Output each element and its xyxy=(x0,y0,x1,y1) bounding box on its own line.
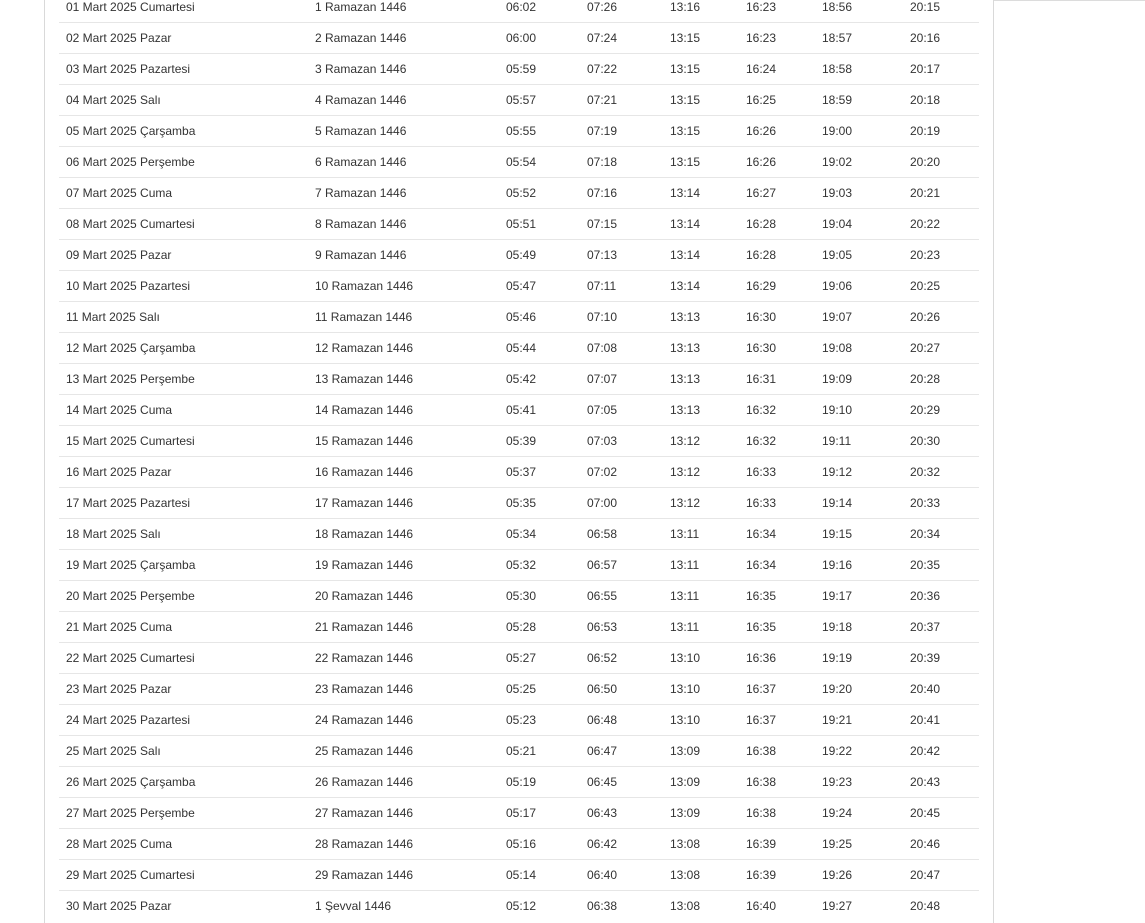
aksam-time-cell: 19:07 xyxy=(822,310,853,324)
gunes-time-cell: 06:47 xyxy=(587,744,618,758)
yatsi-time-cell: 20:16 xyxy=(910,31,941,45)
table-row xyxy=(59,240,979,271)
ogle-time-cell: 13:16 xyxy=(670,0,701,14)
gunes-time-cell: 07:10 xyxy=(587,310,618,324)
hijri-date-cell: 16 Ramazan 1446 xyxy=(315,465,414,479)
ogle-time-cell: 13:09 xyxy=(670,775,701,789)
yatsi-time-cell: 20:22 xyxy=(910,217,941,231)
gunes-time-cell: 07:11 xyxy=(587,279,617,293)
gunes-time-cell: 07:18 xyxy=(587,155,618,169)
ogle-time-cell: 13:08 xyxy=(670,899,701,913)
gunes-time-cell: 07:21 xyxy=(587,93,618,107)
table-row xyxy=(59,736,979,767)
ikindi-time-cell: 16:34 xyxy=(746,558,777,572)
imsak-time-cell: 05:28 xyxy=(506,620,537,634)
yatsi-time-cell: 20:46 xyxy=(910,837,941,851)
hijri-date-cell: 23 Ramazan 1446 xyxy=(315,682,414,696)
date-cell: 03 Mart 2025 Pazartesi xyxy=(66,62,191,76)
yatsi-time-cell: 20:43 xyxy=(910,775,941,789)
table-row xyxy=(59,643,979,674)
ikindi-time-cell: 16:35 xyxy=(746,620,777,634)
top-divider xyxy=(993,0,1145,1)
gunes-time-cell: 06:58 xyxy=(587,527,618,541)
table-row xyxy=(59,891,979,921)
hijri-date-cell: 6 Ramazan 1446 xyxy=(315,155,407,169)
imsak-time-cell: 05:27 xyxy=(506,651,537,665)
aksam-time-cell: 19:24 xyxy=(822,806,853,820)
imsak-time-cell: 05:19 xyxy=(506,775,537,789)
date-cell: 05 Mart 2025 Çarşamba xyxy=(66,124,196,138)
table-row xyxy=(59,581,979,612)
date-cell: 11 Mart 2025 Salı xyxy=(66,310,160,324)
aksam-time-cell: 19:11 xyxy=(822,434,852,448)
aksam-time-cell: 18:58 xyxy=(822,62,853,76)
hijri-date-cell: 14 Ramazan 1446 xyxy=(315,403,414,417)
hijri-date-cell: 29 Ramazan 1446 xyxy=(315,868,414,882)
hijri-date-cell: 1 Ramazan 1446 xyxy=(315,0,407,14)
gunes-time-cell: 07:07 xyxy=(587,372,618,386)
date-cell: 30 Mart 2025 Pazar xyxy=(66,899,172,913)
ikindi-time-cell: 16:38 xyxy=(746,744,777,758)
imsak-time-cell: 06:02 xyxy=(506,0,537,14)
ikindi-time-cell: 16:33 xyxy=(746,465,777,479)
ogle-time-cell: 13:11 xyxy=(670,527,700,541)
table-row xyxy=(59,147,979,178)
ikindi-time-cell: 16:34 xyxy=(746,527,777,541)
ikindi-time-cell: 16:26 xyxy=(746,124,777,138)
ogle-time-cell: 13:14 xyxy=(670,279,701,293)
gunes-time-cell: 07:26 xyxy=(587,0,618,14)
yatsi-time-cell: 20:34 xyxy=(910,527,941,541)
ikindi-time-cell: 16:30 xyxy=(746,341,777,355)
aksam-time-cell: 19:10 xyxy=(822,403,853,417)
aksam-time-cell: 19:12 xyxy=(822,465,853,479)
date-cell: 06 Mart 2025 Perşembe xyxy=(66,155,195,169)
hijri-date-cell: 28 Ramazan 1446 xyxy=(315,837,414,851)
date-cell: 04 Mart 2025 Salı xyxy=(66,93,161,107)
imsak-time-cell: 05:41 xyxy=(506,403,537,417)
imsak-time-cell: 05:34 xyxy=(506,527,537,541)
ikindi-time-cell: 16:28 xyxy=(746,217,777,231)
date-cell: 22 Mart 2025 Cumartesi xyxy=(66,651,195,665)
gunes-time-cell: 07:15 xyxy=(587,217,618,231)
hijri-date-cell: 18 Ramazan 1446 xyxy=(315,527,414,541)
hijri-date-cell: 11 Ramazan 1446 xyxy=(315,310,413,324)
imsak-time-cell: 05:16 xyxy=(506,837,537,851)
date-cell: 18 Mart 2025 Salı xyxy=(66,527,161,541)
hijri-date-cell: 24 Ramazan 1446 xyxy=(315,713,414,727)
yatsi-time-cell: 20:47 xyxy=(910,868,941,882)
ogle-time-cell: 13:13 xyxy=(670,403,701,417)
aksam-time-cell: 19:20 xyxy=(822,682,853,696)
ogle-time-cell: 13:08 xyxy=(670,868,701,882)
table-row xyxy=(59,23,979,54)
yatsi-time-cell: 20:23 xyxy=(910,248,941,262)
imsak-time-cell: 05:32 xyxy=(506,558,537,572)
hijri-date-cell: 17 Ramazan 1446 xyxy=(315,496,414,510)
ikindi-time-cell: 16:38 xyxy=(746,806,777,820)
aksam-time-cell: 19:14 xyxy=(822,496,853,510)
gunes-time-cell: 07:08 xyxy=(587,341,618,355)
yatsi-time-cell: 20:35 xyxy=(910,558,941,572)
imsak-time-cell: 05:44 xyxy=(506,341,537,355)
imsak-time-cell: 05:47 xyxy=(506,279,537,293)
table-row xyxy=(59,519,979,550)
imsak-time-cell: 05:42 xyxy=(506,372,537,386)
imsak-time-cell: 05:30 xyxy=(506,589,537,603)
date-cell: 23 Mart 2025 Pazar xyxy=(66,682,172,696)
ikindi-time-cell: 16:30 xyxy=(746,310,777,324)
gunes-time-cell: 07:02 xyxy=(587,465,618,479)
hijri-date-cell: 4 Ramazan 1446 xyxy=(315,93,407,107)
yatsi-time-cell: 20:40 xyxy=(910,682,941,696)
hijri-date-cell: 20 Ramazan 1446 xyxy=(315,589,414,603)
ikindi-time-cell: 16:24 xyxy=(746,62,777,76)
hijri-date-cell: 12 Ramazan 1446 xyxy=(315,341,414,355)
ogle-time-cell: 13:12 xyxy=(670,465,701,479)
yatsi-time-cell: 20:27 xyxy=(910,341,941,355)
table-row xyxy=(59,85,979,116)
table-row xyxy=(59,612,979,643)
ogle-time-cell: 13:09 xyxy=(670,806,701,820)
yatsi-time-cell: 20:36 xyxy=(910,589,941,603)
date-cell: 29 Mart 2025 Cumartesi xyxy=(66,868,195,882)
imsak-time-cell: 05:46 xyxy=(506,310,537,324)
ogle-time-cell: 13:13 xyxy=(670,310,701,324)
ikindi-time-cell: 16:32 xyxy=(746,434,777,448)
yatsi-time-cell: 20:48 xyxy=(910,899,941,913)
table-row xyxy=(59,488,979,519)
table-row xyxy=(59,364,979,395)
ikindi-time-cell: 16:37 xyxy=(746,713,777,727)
imsak-time-cell: 05:49 xyxy=(506,248,537,262)
hijri-date-cell: 19 Ramazan 1446 xyxy=(315,558,414,572)
ogle-time-cell: 13:10 xyxy=(670,651,701,665)
hijri-date-cell: 8 Ramazan 1446 xyxy=(315,217,407,231)
ogle-time-cell: 13:14 xyxy=(670,186,701,200)
imsak-time-cell: 05:54 xyxy=(506,155,537,169)
ogle-time-cell: 13:09 xyxy=(670,744,701,758)
ikindi-time-cell: 16:39 xyxy=(746,837,777,851)
gunes-time-cell: 06:53 xyxy=(587,620,618,634)
aksam-time-cell: 19:22 xyxy=(822,744,853,758)
aksam-time-cell: 19:04 xyxy=(822,217,853,231)
date-cell: 28 Mart 2025 Cuma xyxy=(66,837,173,851)
yatsi-time-cell: 20:39 xyxy=(910,651,941,665)
hijri-date-cell: 7 Ramazan 1446 xyxy=(315,186,407,200)
hijri-date-cell: 2 Ramazan 1446 xyxy=(315,31,407,45)
ikindi-time-cell: 16:39 xyxy=(746,868,777,882)
date-cell: 19 Mart 2025 Çarşamba xyxy=(66,558,196,572)
date-cell: 16 Mart 2025 Pazar xyxy=(66,465,172,479)
date-cell: 17 Mart 2025 Pazartesi xyxy=(66,496,191,510)
date-cell: 15 Mart 2025 Cumartesi xyxy=(66,434,195,448)
yatsi-time-cell: 20:20 xyxy=(910,155,941,169)
gunes-time-cell: 07:13 xyxy=(587,248,618,262)
gunes-time-cell: 07:19 xyxy=(587,124,618,138)
ikindi-time-cell: 16:28 xyxy=(746,248,777,262)
date-cell: 13 Mart 2025 Perşembe xyxy=(66,372,195,386)
content-panel xyxy=(44,0,994,923)
yatsi-time-cell: 20:19 xyxy=(910,124,941,138)
date-cell: 26 Mart 2025 Çarşamba xyxy=(66,775,196,789)
imsak-time-cell: 05:23 xyxy=(506,713,537,727)
aksam-time-cell: 19:23 xyxy=(822,775,853,789)
table-row xyxy=(59,798,979,829)
date-cell: 10 Mart 2025 Pazartesi xyxy=(66,279,191,293)
table-row xyxy=(59,333,979,364)
gunes-time-cell: 07:05 xyxy=(587,403,618,417)
table-row xyxy=(59,457,979,488)
imsak-time-cell: 05:51 xyxy=(506,217,537,231)
imsak-time-cell: 05:25 xyxy=(506,682,537,696)
table-row xyxy=(59,395,979,426)
gunes-time-cell: 07:22 xyxy=(587,62,618,76)
ogle-time-cell: 13:13 xyxy=(670,372,701,386)
ikindi-time-cell: 16:32 xyxy=(746,403,777,417)
yatsi-time-cell: 20:17 xyxy=(910,62,941,76)
table-row xyxy=(59,426,979,457)
aksam-time-cell: 19:16 xyxy=(822,558,853,572)
date-cell: 27 Mart 2025 Perşembe xyxy=(66,806,195,820)
aksam-time-cell: 19:19 xyxy=(822,651,853,665)
aksam-time-cell: 19:25 xyxy=(822,837,853,851)
aksam-time-cell: 18:56 xyxy=(822,0,853,14)
imsak-time-cell: 05:21 xyxy=(506,744,537,758)
yatsi-time-cell: 20:41 xyxy=(910,713,941,727)
aksam-time-cell: 19:05 xyxy=(822,248,853,262)
gunes-time-cell: 06:50 xyxy=(587,682,618,696)
ogle-time-cell: 13:11 xyxy=(670,589,700,603)
aksam-time-cell: 19:03 xyxy=(822,186,853,200)
hijri-date-cell: 3 Ramazan 1446 xyxy=(315,62,407,76)
ikindi-time-cell: 16:35 xyxy=(746,589,777,603)
imsak-time-cell: 05:17 xyxy=(506,806,537,820)
yatsi-time-cell: 20:45 xyxy=(910,806,941,820)
ogle-time-cell: 13:15 xyxy=(670,62,701,76)
imsak-time-cell: 05:14 xyxy=(506,868,537,882)
date-cell: 02 Mart 2025 Pazar xyxy=(66,31,172,45)
ogle-time-cell: 13:15 xyxy=(670,124,701,138)
hijri-date-cell: 27 Ramazan 1446 xyxy=(315,806,414,820)
yatsi-time-cell: 20:32 xyxy=(910,465,941,479)
ogle-time-cell: 13:10 xyxy=(670,682,701,696)
ikindi-time-cell: 16:38 xyxy=(746,775,777,789)
table-row xyxy=(59,0,979,23)
ogle-time-cell: 13:11 xyxy=(670,620,700,634)
gunes-time-cell: 07:00 xyxy=(587,496,618,510)
aksam-time-cell: 19:26 xyxy=(822,868,853,882)
date-cell: 25 Mart 2025 Salı xyxy=(66,744,161,758)
imsak-time-cell: 05:37 xyxy=(506,465,537,479)
date-cell: 14 Mart 2025 Cuma xyxy=(66,403,173,417)
gunes-time-cell: 06:43 xyxy=(587,806,618,820)
gunes-time-cell: 07:16 xyxy=(587,186,618,200)
ikindi-time-cell: 16:23 xyxy=(746,0,777,14)
imsak-time-cell: 05:55 xyxy=(506,124,537,138)
prayer-times-table xyxy=(59,0,979,921)
yatsi-time-cell: 20:15 xyxy=(910,0,941,14)
aksam-time-cell: 19:09 xyxy=(822,372,853,386)
table-row xyxy=(59,302,979,333)
hijri-date-cell: 26 Ramazan 1446 xyxy=(315,775,414,789)
gunes-time-cell: 06:48 xyxy=(587,713,618,727)
aksam-time-cell: 18:59 xyxy=(822,93,853,107)
gunes-time-cell: 06:42 xyxy=(587,837,618,851)
yatsi-time-cell: 20:30 xyxy=(910,434,941,448)
hijri-date-cell: 15 Ramazan 1446 xyxy=(315,434,414,448)
date-cell: 01 Mart 2025 Cumartesi xyxy=(66,0,195,14)
gunes-time-cell: 07:03 xyxy=(587,434,618,448)
date-cell: 24 Mart 2025 Pazartesi xyxy=(66,713,191,727)
hijri-date-cell: 22 Ramazan 1446 xyxy=(315,651,414,665)
ogle-time-cell: 13:14 xyxy=(670,217,701,231)
ogle-time-cell: 13:12 xyxy=(670,496,701,510)
hijri-date-cell: 21 Ramazan 1446 xyxy=(315,620,414,634)
table-row xyxy=(59,54,979,85)
table-row xyxy=(59,178,979,209)
imsak-time-cell: 05:35 xyxy=(506,496,537,510)
imsak-time-cell: 05:52 xyxy=(506,186,537,200)
gunes-time-cell: 06:57 xyxy=(587,558,618,572)
yatsi-time-cell: 20:26 xyxy=(910,310,941,324)
table-row xyxy=(59,550,979,581)
ikindi-time-cell: 16:26 xyxy=(746,155,777,169)
ikindi-time-cell: 16:27 xyxy=(746,186,777,200)
ikindi-time-cell: 16:33 xyxy=(746,496,777,510)
yatsi-time-cell: 20:33 xyxy=(910,496,941,510)
ogle-time-cell: 13:08 xyxy=(670,837,701,851)
ikindi-time-cell: 16:29 xyxy=(746,279,777,293)
ogle-time-cell: 13:13 xyxy=(670,341,701,355)
imsak-time-cell: 05:39 xyxy=(506,434,537,448)
table-row xyxy=(59,116,979,147)
aksam-time-cell: 19:18 xyxy=(822,620,853,634)
ikindi-time-cell: 16:31 xyxy=(746,372,777,386)
ogle-time-cell: 13:15 xyxy=(670,31,701,45)
ikindi-time-cell: 16:23 xyxy=(746,31,777,45)
table-row xyxy=(59,209,979,240)
aksam-time-cell: 19:27 xyxy=(822,899,853,913)
gunes-time-cell: 06:55 xyxy=(587,589,618,603)
gunes-time-cell: 06:45 xyxy=(587,775,618,789)
imsak-time-cell: 05:57 xyxy=(506,93,537,107)
table-row xyxy=(59,767,979,798)
aksam-time-cell: 19:00 xyxy=(822,124,853,138)
imsak-time-cell: 05:59 xyxy=(506,62,537,76)
gunes-time-cell: 07:24 xyxy=(587,31,618,45)
hijri-date-cell: 1 Şevval 1446 xyxy=(315,899,392,913)
yatsi-time-cell: 20:25 xyxy=(910,279,941,293)
table-row xyxy=(59,829,979,860)
yatsi-time-cell: 20:21 xyxy=(910,186,941,200)
hijri-date-cell: 25 Ramazan 1446 xyxy=(315,744,414,758)
yatsi-time-cell: 20:18 xyxy=(910,93,941,107)
gunes-time-cell: 06:38 xyxy=(587,899,618,913)
imsak-time-cell: 05:12 xyxy=(506,899,537,913)
table-row xyxy=(59,271,979,302)
yatsi-time-cell: 20:37 xyxy=(910,620,941,634)
aksam-time-cell: 19:21 xyxy=(822,713,853,727)
gunes-time-cell: 06:40 xyxy=(587,868,618,882)
aksam-time-cell: 19:17 xyxy=(822,589,853,603)
aksam-time-cell: 19:15 xyxy=(822,527,853,541)
hijri-date-cell: 5 Ramazan 1446 xyxy=(315,124,407,138)
ikindi-time-cell: 16:40 xyxy=(746,899,777,913)
date-cell: 08 Mart 2025 Cumartesi xyxy=(66,217,195,231)
table-row xyxy=(59,674,979,705)
ogle-time-cell: 13:12 xyxy=(670,434,701,448)
yatsi-time-cell: 20:42 xyxy=(910,744,941,758)
yatsi-time-cell: 20:28 xyxy=(910,372,941,386)
hijri-date-cell: 10 Ramazan 1446 xyxy=(315,279,414,293)
hijri-date-cell: 9 Ramazan 1446 xyxy=(315,248,407,262)
date-cell: 09 Mart 2025 Pazar xyxy=(66,248,172,262)
hijri-date-cell: 13 Ramazan 1446 xyxy=(315,372,414,386)
date-cell: 20 Mart 2025 Perşembe xyxy=(66,589,195,603)
date-cell: 12 Mart 2025 Çarşamba xyxy=(66,341,196,355)
aksam-time-cell: 19:08 xyxy=(822,341,853,355)
ogle-time-cell: 13:10 xyxy=(670,713,701,727)
aksam-time-cell: 19:06 xyxy=(822,279,853,293)
table-row xyxy=(59,860,979,891)
yatsi-time-cell: 20:29 xyxy=(910,403,941,417)
date-cell: 07 Mart 2025 Cuma xyxy=(66,186,173,200)
ogle-time-cell: 13:15 xyxy=(670,155,701,169)
aksam-time-cell: 19:02 xyxy=(822,155,853,169)
table-row xyxy=(59,705,979,736)
ogle-time-cell: 13:11 xyxy=(670,558,700,572)
ikindi-time-cell: 16:25 xyxy=(746,93,777,107)
date-cell: 21 Mart 2025 Cuma xyxy=(66,620,173,634)
imsak-time-cell: 06:00 xyxy=(506,31,537,45)
ogle-time-cell: 13:14 xyxy=(670,248,701,262)
ogle-time-cell: 13:15 xyxy=(670,93,701,107)
ikindi-time-cell: 16:37 xyxy=(746,682,777,696)
aksam-time-cell: 18:57 xyxy=(822,31,853,45)
ikindi-time-cell: 16:36 xyxy=(746,651,777,665)
gunes-time-cell: 06:52 xyxy=(587,651,618,665)
